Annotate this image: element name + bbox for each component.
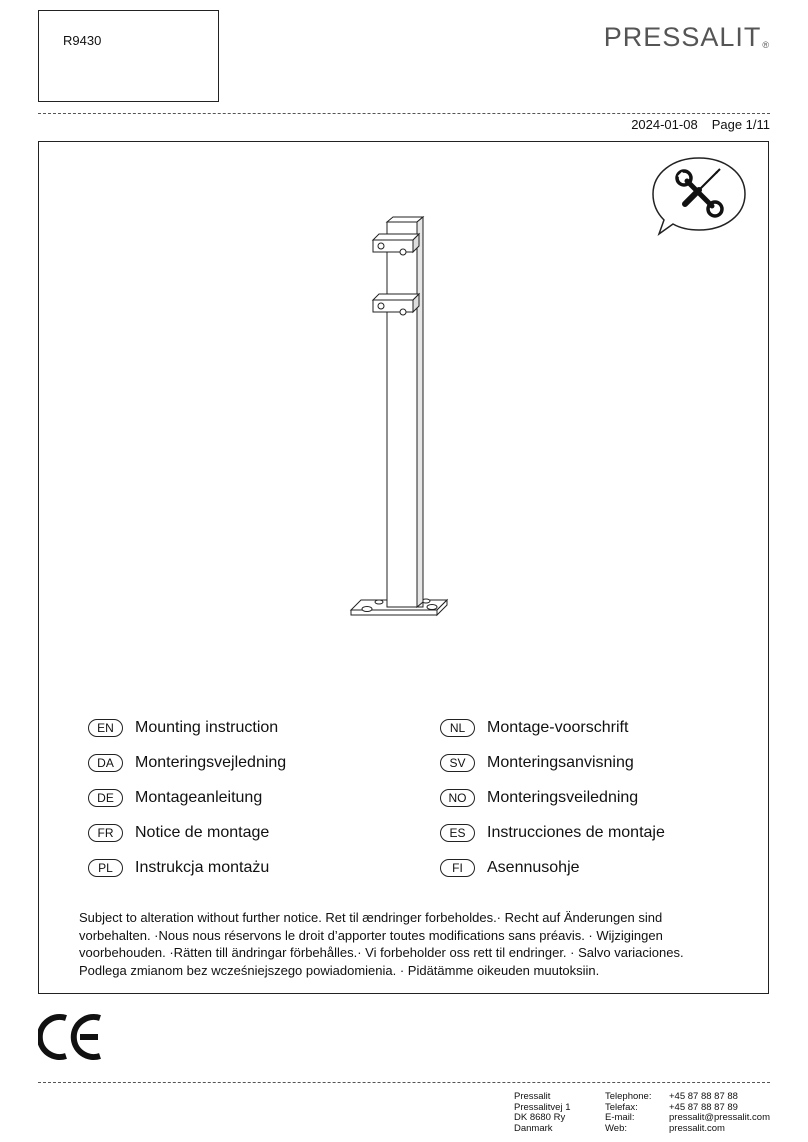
language-item-sv: [440, 751, 634, 775]
product-code-box: [38, 10, 219, 102]
brand-logo: [604, 22, 770, 53]
phone-number: +45 87 88 87 88: [669, 1091, 738, 1102]
language-label: Monteringsvejledning: [135, 754, 287, 771]
notice-line: vorbehalten. ·Nous nous réservons le droit d’apporter toutes modifications sans préavis. · Wijzigingen: [79, 927, 663, 943]
language-code-badge: ES: [440, 824, 475, 842]
notice-line: voorbehouden. ·Rätten till ändringar förbehålles.· Vi forbeholder oss rett til endringer. · Salvo variaciones.: [79, 945, 684, 960]
header-divider: [38, 113, 770, 114]
language-item-fr: [88, 821, 269, 845]
language-item-no: [440, 786, 638, 810]
language-item-es: [440, 821, 665, 845]
language-label: Asennusohje: [487, 859, 580, 876]
post-illustration: [339, 212, 489, 632]
page-number: Page 1/11: [711, 117, 770, 132]
language-label: Montageanleitung: [135, 789, 263, 806]
date-page-line: [631, 117, 770, 132]
language-item-nl: [440, 716, 628, 740]
language-label: Montage-voorschrift: [487, 719, 629, 736]
language-label: Mounting instruction: [135, 719, 279, 736]
language-code-badge: NL: [440, 719, 475, 737]
language-code-badge: FR: [88, 824, 123, 842]
footer-divider: [38, 1082, 770, 1083]
address-line: Danmark: [514, 1122, 553, 1134]
language-label: Monteringsveiledning: [487, 789, 639, 806]
email-link[interactable]: pressalit@pressalit.com: [669, 1112, 770, 1124]
language-label: Instrukcja montażu: [135, 859, 270, 876]
ce-mark-icon: [38, 1012, 104, 1062]
language-item-fi: [440, 856, 580, 880]
company-address: [514, 1092, 571, 1134]
language-item-pl: [88, 856, 269, 880]
language-code-badge: EN: [88, 719, 123, 737]
address-line: Pressalit: [514, 1091, 551, 1102]
language-code-badge: PL: [88, 859, 123, 877]
contact-values: [669, 1092, 770, 1134]
notice-line: Subject to alteration without further notice. Ret til ændringer forbeholdes.· Recht auf Änderungen sind: [79, 910, 663, 925]
language-item-de: [88, 786, 262, 810]
contact-label: Web:: [605, 1122, 628, 1134]
brand-name: PRESSALIT: [603, 22, 762, 52]
product-code: R9430: [63, 33, 102, 48]
language-code-badge: FI: [440, 859, 475, 877]
language-label: Monteringsanvisning: [487, 754, 634, 771]
language-item-da: [88, 751, 286, 775]
language-label: Notice de montage: [135, 824, 270, 841]
language-item-en: [88, 716, 278, 740]
alteration-notice: [79, 909, 739, 979]
website-link[interactable]: pressalit.com: [669, 1122, 725, 1134]
document-date: 2024-01-08: [631, 117, 698, 132]
language-code-badge: SV: [440, 754, 475, 772]
address-line: Pressalitvej 1: [514, 1101, 571, 1113]
contact-label: Telefax:: [605, 1101, 638, 1113]
contact-label: E-mail:: [605, 1112, 635, 1124]
notice-line: Podlega zmianom bez wcześniejszego powiadomienia. · Pidätämme oikeuden muutoksiin.: [79, 962, 600, 978]
language-code-badge: DA: [88, 754, 123, 772]
language-code-badge: DE: [88, 789, 123, 807]
wrench-screwdriver-speech-bubble-icon: [649, 154, 749, 240]
contact-label: Telephone:: [605, 1091, 652, 1102]
language-label: Instrucciones de montaje: [487, 824, 665, 841]
language-code-badge: NO: [440, 789, 475, 807]
contact-labels: [605, 1092, 651, 1134]
registered-mark: ®: [762, 40, 770, 50]
content-frame: [38, 141, 769, 994]
fax-number: +45 87 88 87 89: [669, 1101, 738, 1113]
address-line: DK 8680 Ry: [514, 1112, 566, 1124]
